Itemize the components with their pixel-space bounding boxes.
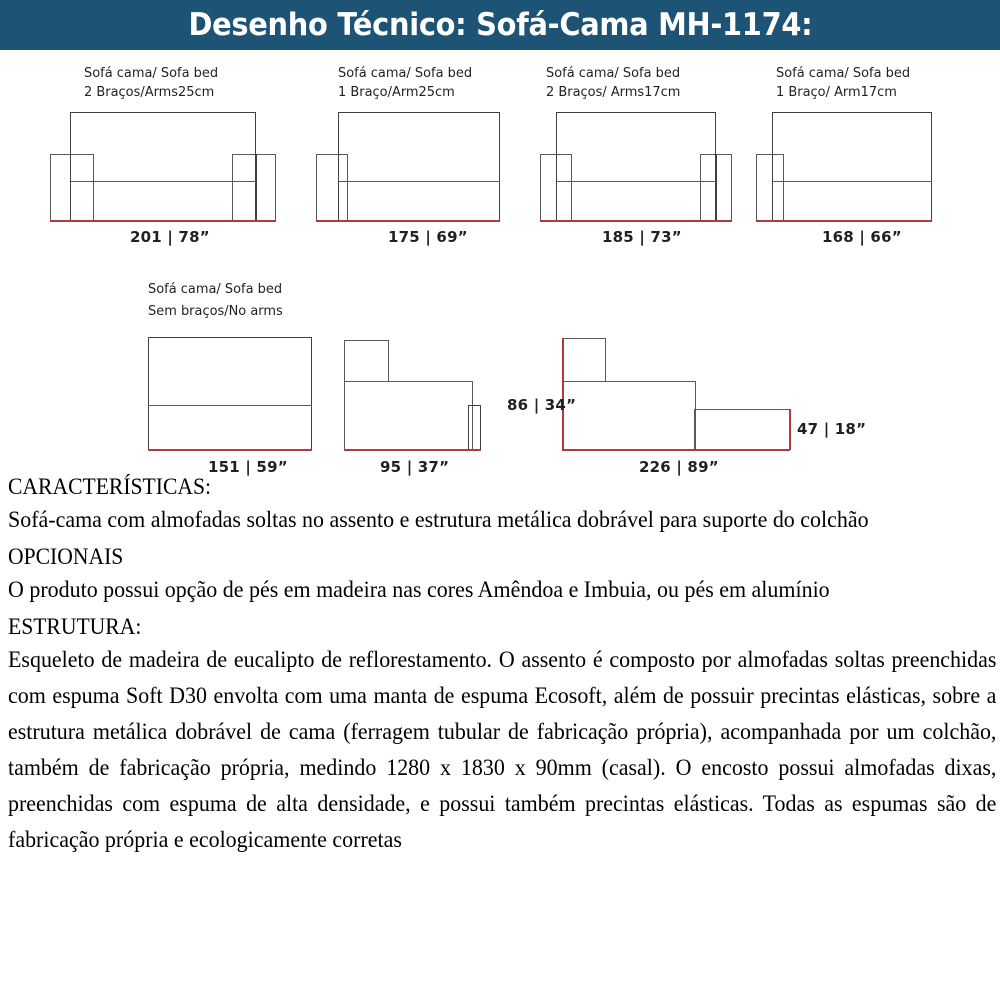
seat-height-dimension-label: 47 | 18” <box>797 420 867 438</box>
caracteristicas-body: Sofá-cama com almofadas soltas no assento e estrutura metálica dobrável para suporte do colchão <box>8 507 869 532</box>
base-dimension-line <box>540 220 732 222</box>
base-dimension-line <box>148 449 312 451</box>
diagram-caption-line1: Sofá cama/ Sofa bed <box>338 65 473 81</box>
seat-line <box>148 405 312 406</box>
dimension-label: 185 | 73” <box>602 228 682 246</box>
height-dimension-label: 86 | 34” <box>507 396 577 414</box>
seat-line <box>338 181 500 182</box>
dimension-label: 175 | 69” <box>388 228 468 246</box>
diagram-caption-line1: Sofá cama/ Sofa bed <box>546 65 681 81</box>
dimension-label: 201 | 78” <box>130 228 210 246</box>
seat-body <box>562 381 696 450</box>
width-dimension-label: 226 | 89” <box>639 458 719 476</box>
dimension-label: 168 | 66” <box>822 228 902 246</box>
inner-left-edge <box>556 154 557 222</box>
overlap-mask <box>573 155 699 180</box>
diagram-caption-line2: 1 Braço/ Arm17cm <box>776 84 897 100</box>
base-dimension-line <box>344 449 481 451</box>
header-bar <box>0 0 1000 50</box>
diagram-caption-line1: Sofá cama/ Sofa bed <box>776 65 911 81</box>
seat-line-top <box>70 181 256 182</box>
diagram-caption-line2: 2 Braços/ Arms17cm <box>546 84 681 100</box>
overlap-mask <box>349 155 499 180</box>
estrutura-body: Esqueleto de madeira de eucalipto de reflorestamento. O assento é composto por almofadas soltas preenchidas com espuma Soft D30 envolta com uma manta de espuma Ecosoft, além de possuir precintas elásticas, sobre a estrutura metálica dobrável de cama (ferragem tubular de fabricação própria), acompanhada por um colchão, também de fabricação própria, medindo 1280 x 1830 x 90mm (casal). O encosto possui almofadas dixas, preenchidas com espuma de alta densidade, e possui também precintas elásticas. Todas as espumas são de fabricação própria e ecologicamente corretas <box>8 647 997 852</box>
body-shape <box>148 337 312 450</box>
dimension-label: 151 | 59” <box>208 458 288 476</box>
height-dimension-line <box>562 338 564 450</box>
inner-right-edge <box>716 154 717 222</box>
diagram-caption-line1: Sofá cama/ Sofa bed <box>148 281 283 297</box>
inner-left-edge <box>70 154 71 222</box>
seat-line <box>772 181 932 182</box>
page-title: Desenho Técnico: Sofá-Cama MH-1174: <box>188 7 812 43</box>
diagram-caption-line2: 2 Braços/Arms25cm <box>84 84 215 100</box>
opcionais-body: O produto possui opção de pés em madeira nas cores Amêndoa e Imbuia, ou pés em alumínio <box>8 577 830 602</box>
seat-top-line <box>562 381 696 382</box>
seat-top-line <box>344 381 473 382</box>
extension-top-line <box>694 409 790 410</box>
bed-extension <box>694 409 790 450</box>
overlap-mask <box>785 155 931 180</box>
diagram-caption-line2: Sem braços/No arms <box>148 303 283 319</box>
base-dimension-line <box>756 220 932 222</box>
inner-right-edge <box>256 154 257 222</box>
overlap-mask <box>564 375 604 385</box>
estrutura-heading: ESTRUTURA: <box>8 614 142 639</box>
seat-height-dimension-line <box>789 409 791 450</box>
opcionais-heading: OPCIONAIS <box>8 544 124 569</box>
seat-line <box>556 181 716 182</box>
diagram-caption-line1: Sofá cama/ Sofa bed <box>84 65 219 81</box>
seat-body <box>344 381 473 450</box>
inner-left-edge <box>338 154 339 222</box>
dimension-label: 95 | 37” <box>380 458 450 476</box>
diagram-caption-line2: 1 Braço/Arm25cm <box>338 84 455 100</box>
caracteristicas-heading: CARACTERÍSTICAS: <box>8 474 212 499</box>
product-description <box>0 472 1000 858</box>
technical-drawing-area <box>0 50 1000 475</box>
overlap-mask <box>95 155 231 180</box>
base-dimension-line <box>50 220 276 222</box>
width-dimension-line <box>562 449 790 451</box>
arm-block <box>468 405 481 450</box>
overlap-mask <box>346 375 387 385</box>
base-dimension-line <box>316 220 500 222</box>
inner-left-edge <box>772 154 773 222</box>
